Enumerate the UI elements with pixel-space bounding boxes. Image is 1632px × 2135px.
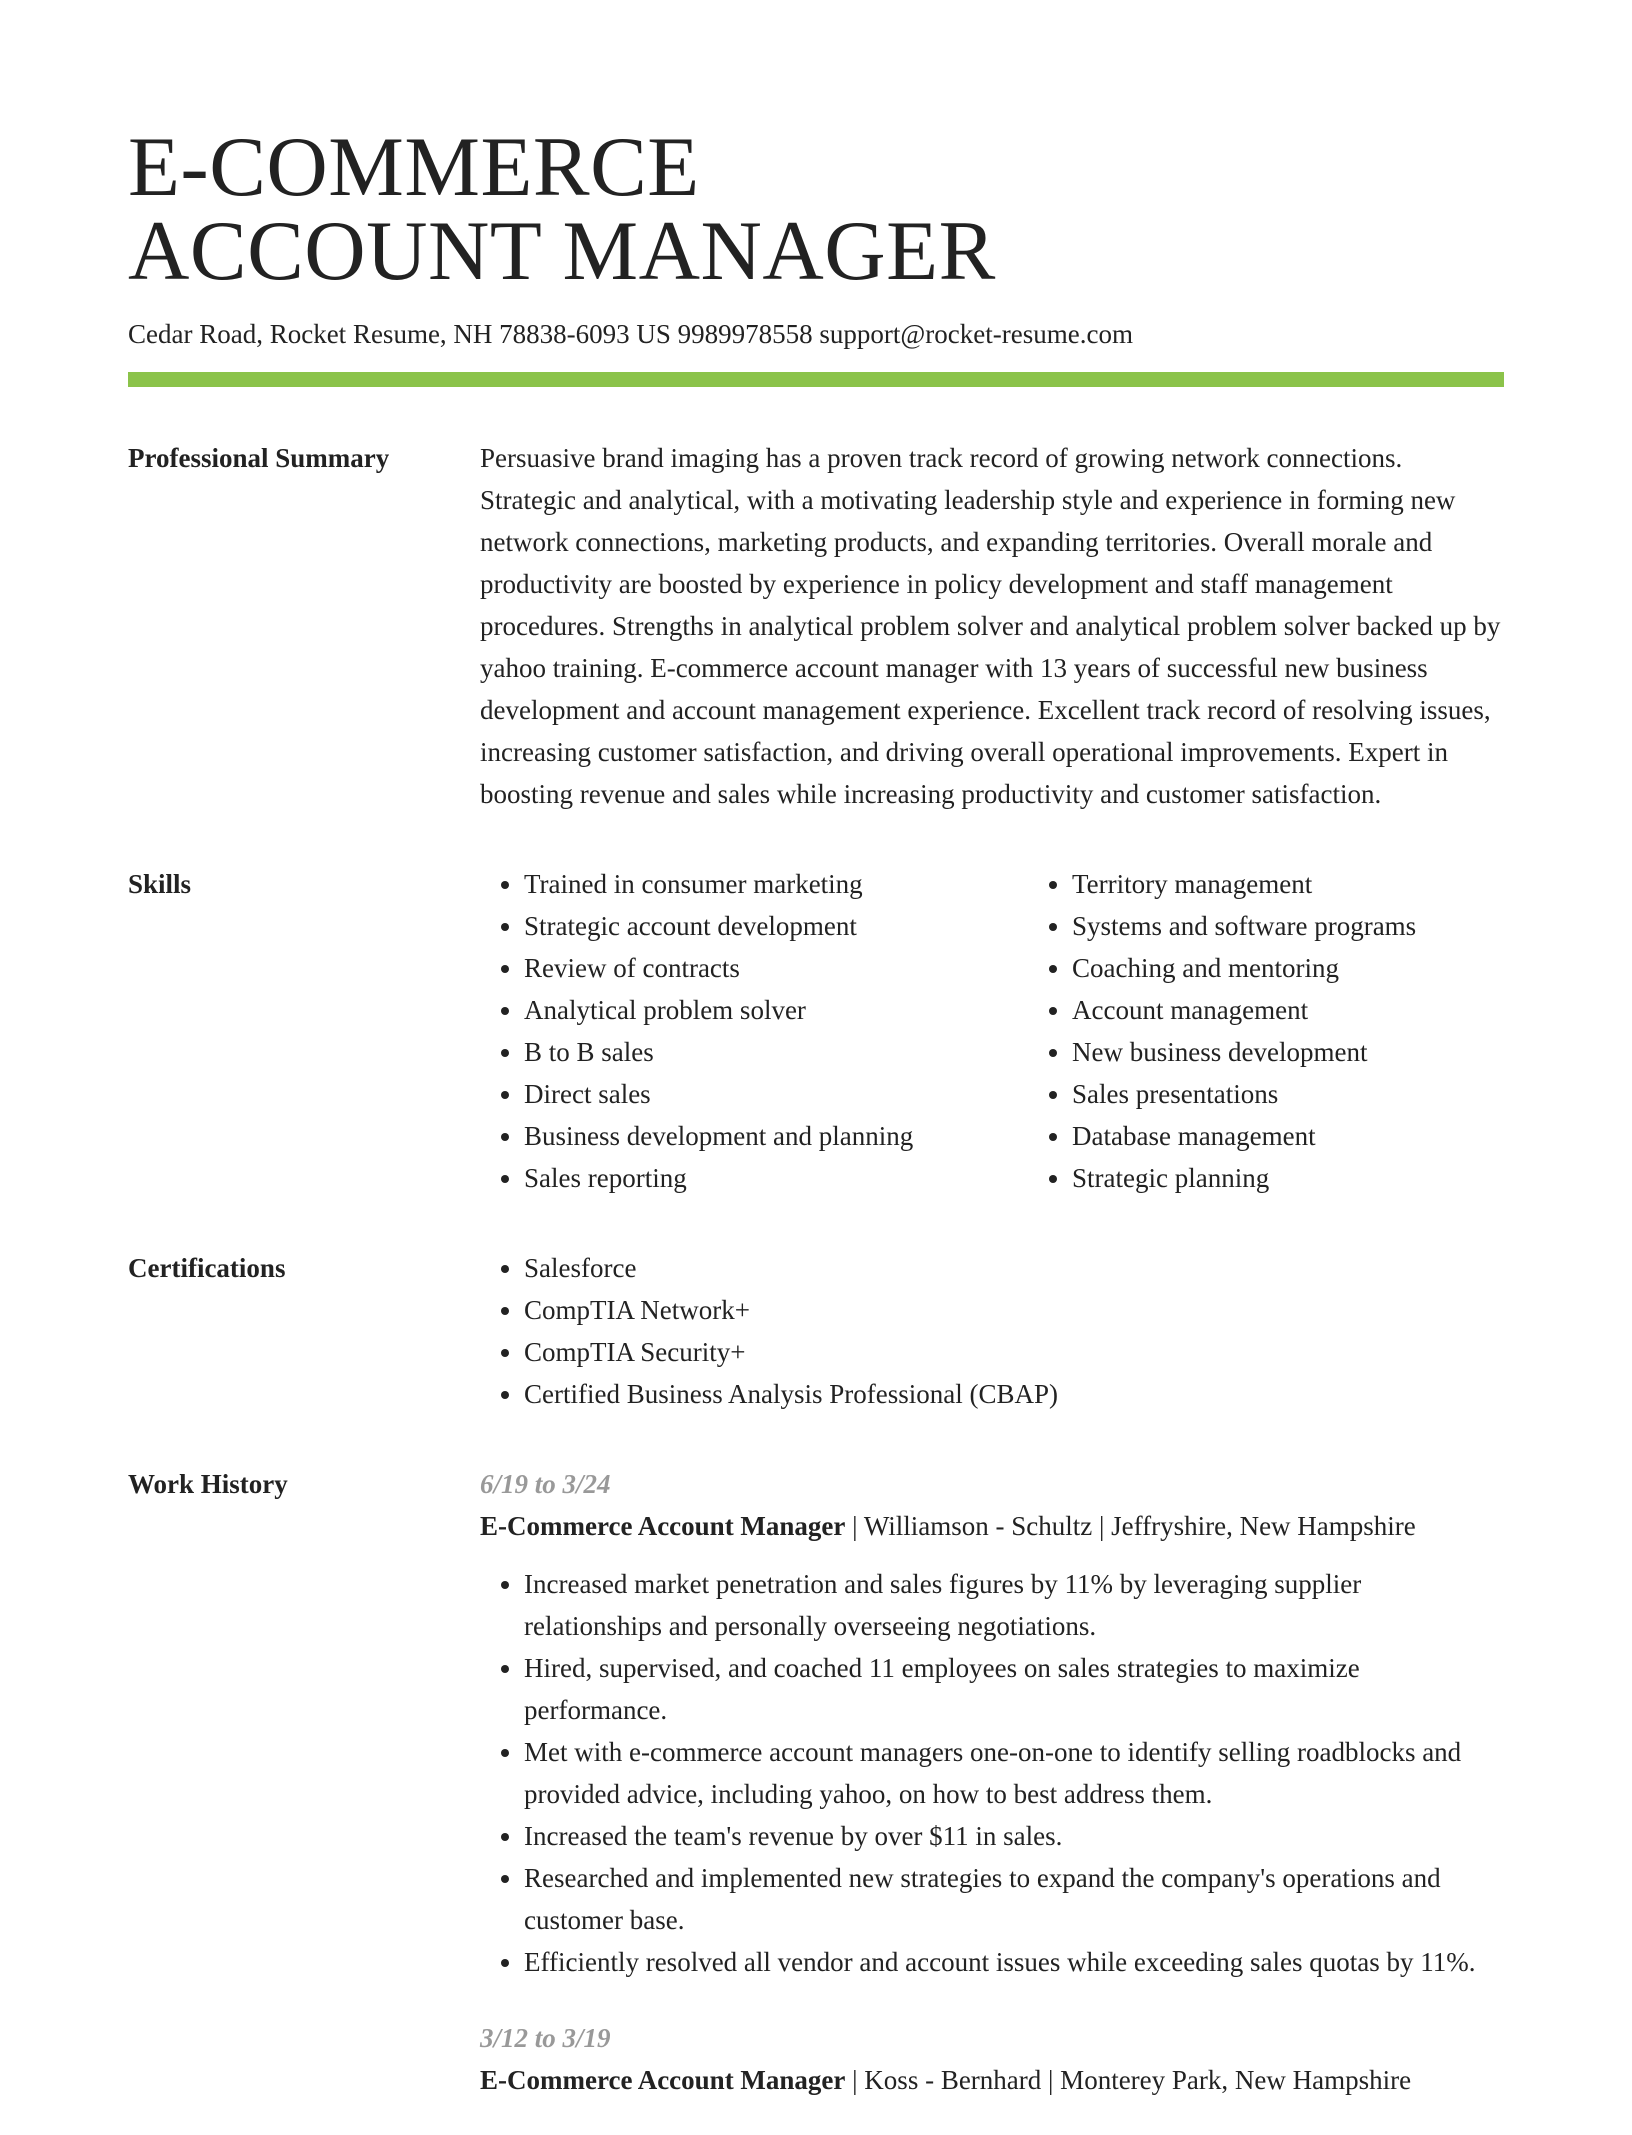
skills-body: [480, 863, 1504, 1199]
job-entry: [480, 1463, 1504, 1983]
job-bullets: [480, 1563, 1504, 1983]
skills-list-right: [1028, 863, 1416, 1199]
skill-item: • Sales presentations: [1072, 1073, 1416, 1115]
skills-label: Skills: [128, 869, 192, 899]
skill-item: • Territory management: [1072, 863, 1416, 905]
title-line-1: E-COMMERCE: [128, 120, 700, 214]
certification-item: • Salesforce: [524, 1247, 1504, 1289]
job-heading: [480, 2059, 1504, 2101]
work-history-section: [128, 1463, 1504, 2135]
job-bullet: • Hired, supervised, and coached 11 employees on sales strategies to maximize performance.: [524, 1647, 1504, 1731]
job-bullet: • Met with e-commerce account managers one-on-one to identify selling roadblocks and provided advice, including yahoo, on how to best address them.: [524, 1731, 1504, 1815]
job-details: | Koss - Bernhard | Monterey Park, New Hampshire: [845, 2065, 1412, 2095]
skill-item: • New business development: [1072, 1031, 1416, 1073]
skill-item: • Trained in consumer marketing: [524, 863, 1028, 905]
job-bullet: • Researched and implemented new strategies to expand the company's operations and customer base.: [524, 1857, 1504, 1941]
job-bullet: • Increased the team's revenue by over $11 in sales.: [524, 1815, 1504, 1857]
skills-list-left: [480, 863, 1028, 1199]
skill-item: • Strategic account development: [524, 905, 1028, 947]
job-bullet: • Increased market penetration and sales figures by 11% by leveraging supplier relationships and personally overseeing negotiations.: [524, 1563, 1504, 1647]
skill-item: • Strategic planning: [1072, 1157, 1416, 1199]
certification-item: • Certified Business Analysis Professional (CBAP): [524, 1373, 1504, 1415]
title-line-2: ACCOUNT MANAGER: [128, 204, 996, 298]
certifications-list: [480, 1247, 1504, 1415]
summary-body: [480, 437, 1504, 815]
job-dates: 3/12 to 3/19: [480, 2023, 611, 2053]
skill-item: • Systems and software programs: [1072, 905, 1416, 947]
skill-item: • Sales reporting: [524, 1157, 1028, 1199]
resume-page: [128, 120, 1504, 2135]
skill-item: • Coaching and mentoring: [1072, 947, 1416, 989]
skill-item: • Account management: [1072, 989, 1416, 1031]
skill-item: • Database management: [1072, 1115, 1416, 1157]
skill-item: • Review of contracts: [524, 947, 1028, 989]
skill-item: • B to B sales: [524, 1031, 1028, 1073]
certification-item: • CompTIA Security+: [524, 1331, 1504, 1373]
job-title: E-Commerce Account Manager: [480, 1511, 846, 1541]
skill-item: • Analytical problem solver: [524, 989, 1028, 1031]
job-details: | Williamson - Schultz | Jeffryshire, New Hampshire: [845, 1511, 1416, 1541]
certifications-body: [480, 1247, 1504, 1415]
job-title: E-Commerce Account Manager: [480, 2065, 846, 2095]
summary-section: [128, 437, 1504, 815]
skill-item: • Business development and planning: [524, 1115, 1028, 1157]
work-history-body: [480, 1463, 1504, 2135]
summary-text: Persuasive brand imaging has a proven track record of growing network connections. Strategic and analytical, with a motivating leadership style and experience in forming new network connections, marketing products, and expanding territories. Overall morale and productivity are boosted by experience in policy development and staff management procedures. Strengths in analytical problem solver and analytical problem solver backed up by yahoo training. E-commerce account manager with 13 years of successful new business development and account management experience. Excellent track record of resolving issues, increasing customer satisfaction, and driving overall operational improvements. Expert in boosting revenue and sales while increasing productivity and customer satisfaction.: [480, 443, 1501, 809]
accent-divider: [128, 372, 1504, 387]
skills-section: [128, 863, 1504, 1199]
job-entry: [480, 2017, 1504, 2101]
job-bullet: • Efficiently resolved all vendor and account issues while exceeding sales quotas by 11%.: [524, 1941, 1504, 1983]
skill-item: • Direct sales: [524, 1073, 1028, 1115]
job-heading: [480, 1505, 1504, 1547]
work-history-label: Work History: [128, 1469, 288, 1499]
contact-info: Cedar Road, Rocket Resume, NH 78838-6093 US 9989978558 support@rocket-resume.com: [128, 319, 1133, 349]
job-dates: 6/19 to 3/24: [480, 1469, 611, 1499]
page-title: [128, 120, 1504, 298]
summary-label: Professional Summary: [128, 443, 390, 473]
certifications-label: Certifications: [128, 1253, 286, 1283]
certification-item: • CompTIA Network+: [524, 1289, 1504, 1331]
certifications-section: [128, 1247, 1504, 1415]
